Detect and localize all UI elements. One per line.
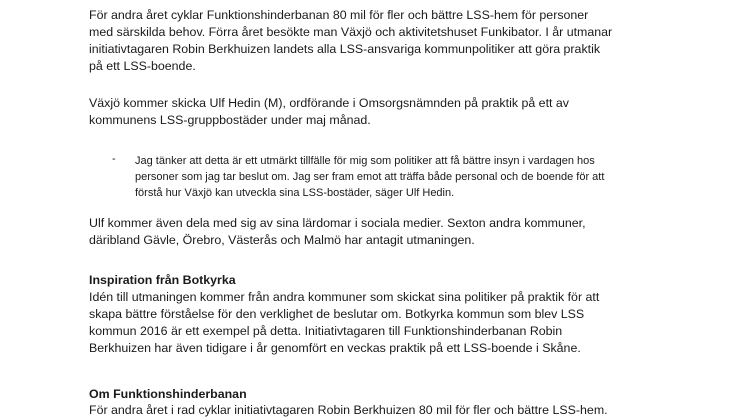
- text-line: med särskilda behov. Förra året besökte man Växjö och aktivitetshuset Funkibator. I år utmanar: [89, 25, 613, 39]
- text-line: initiativtagaren Robin Berkhuizen landets alla LSS-ansvariga kommunpolitiker att göra praktik: [89, 42, 601, 56]
- text-line: För andra året cyklar Funktionshinderbanan 80 mil för fler och bättre LSS-hem för personer: [89, 8, 589, 22]
- quote-line: personer som jag tar beslut om. Jag ser fram emot att träffa både personal och de boende för att: [135, 171, 605, 183]
- intro-paragraph: [89, 7, 729, 75]
- section-heading-inspiration: Inspiration från Botkyrka: [89, 273, 236, 287]
- text-line: Berkhuizen har även tidigare i år genomfört en veckas praktik på ett LSS-boende i Skåne.: [89, 341, 581, 355]
- text-line: Växjö kommer skicka Ulf Hedin (M), ordförande i Omsorgsnämnden på praktik på ett av: [89, 96, 569, 110]
- text-line: För andra året i rad cyklar initiativtagaren Robin Berkhuizen 80 mil för fler och bättre LSS-hem.: [89, 403, 608, 417]
- text-line: Idén till utmaningen kommer från andra kommuner som skickat sina politiker på praktik för att: [89, 290, 600, 304]
- text-line: kommunens LSS-gruppbostäder under maj månad.: [89, 113, 371, 127]
- quote-bullet: -: [112, 153, 116, 165]
- text-line: Ulf kommer även dela med sig av sina lärdomar i sociala medier. Sexton andra kommuner,: [89, 216, 586, 230]
- vaxjo-paragraph: [89, 95, 729, 129]
- quote-block: [135, 153, 735, 201]
- inspiration-paragraph: [89, 289, 729, 357]
- text-line: däribland Gävle, Örebro, Västerås och Malmö har antagit utmaningen.: [89, 233, 475, 247]
- text-line: på ett LSS-boende.: [89, 59, 196, 73]
- quote-line: förstå hur Växjö kan utveckla sina LSS-bostäder, säger Ulf Hedin.: [135, 187, 455, 199]
- social-media-paragraph: [89, 215, 729, 249]
- text-line: kommun 2016 är ett exempel på detta. Initiativtagaren till Funktionshinderbanan Robin: [89, 324, 563, 338]
- section-heading-about: Om Funktionshinderbanan: [89, 387, 247, 401]
- text-line: skapa bättre förståelse för den verklighet de beslutar om. Botkyrka kommun som blev LSS: [89, 307, 585, 321]
- about-paragraph: [89, 402, 729, 419]
- quote-line: Jag tänker att detta är ett utmärkt tillfälle för mig som politiker att få bättre insyn i vardagen hos: [135, 155, 595, 167]
